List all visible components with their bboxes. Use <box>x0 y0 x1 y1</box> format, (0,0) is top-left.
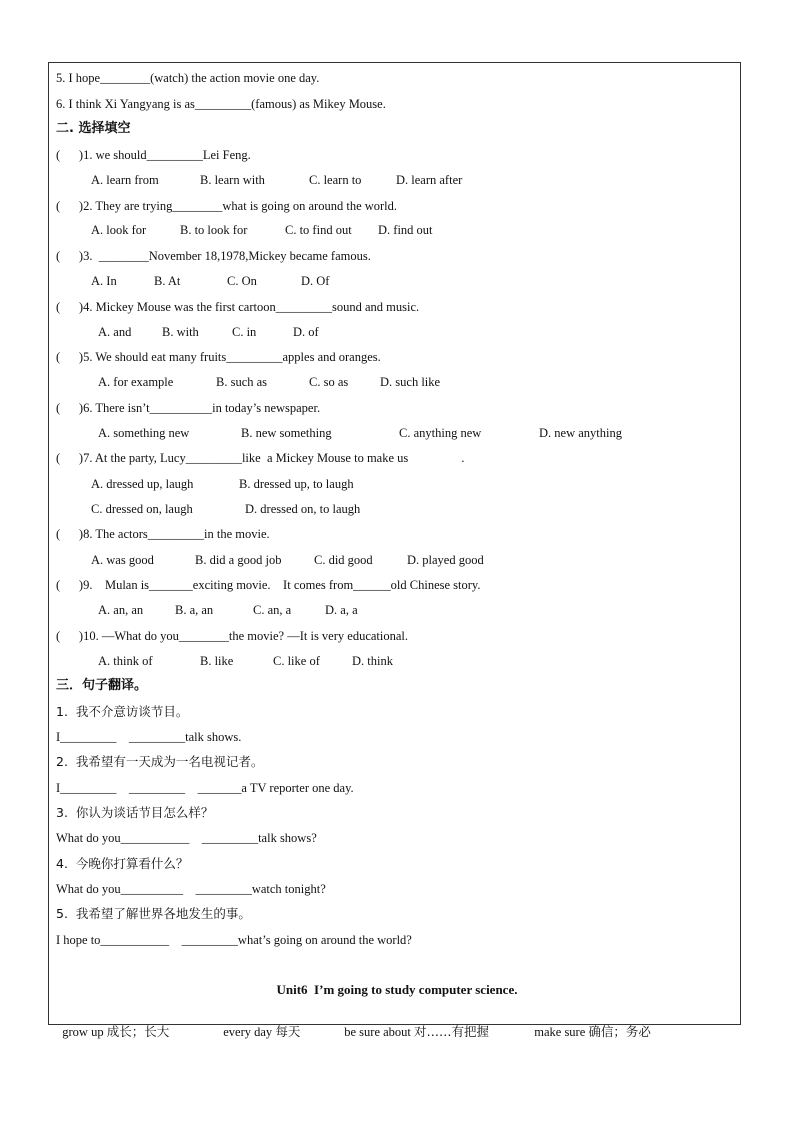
vocab-meaning: 确信；务必 <box>588 1024 651 1039</box>
fill-in-5: 5. I hope________(watch) the action movie one day. <box>56 71 320 85</box>
translation-3-chinese: 3. 你认为谈话节目怎么样？ <box>56 805 214 820</box>
question-8: ( )8. The actors_________in the movie. <box>56 527 270 541</box>
translation-3-english: What do you___________ _________talk shows? <box>56 831 317 845</box>
section-2-title: 二. 选择填空 <box>56 121 131 136</box>
vocab-item-2 <box>217 1008 300 1040</box>
translation-1-chinese: 1. 我不介意访谈节目。 <box>56 704 189 719</box>
question-9: ( )9. Mulan is_______exciting movie. It comes from______old Chinese story. <box>56 578 481 592</box>
vocab-meaning: 对……有把握 <box>414 1024 490 1039</box>
q3-option-b: B. At <box>154 274 181 288</box>
vocab-item-3 <box>338 1008 489 1040</box>
q2-option-c: C. to find out <box>285 223 352 237</box>
q5-option-d: D. such like <box>380 375 441 389</box>
q1-option-b: B. learn with <box>200 173 265 187</box>
q10-option-a: A. think of <box>98 654 153 668</box>
translation-2-chinese: 2. 我希望有一天成为一名电视记者。 <box>56 754 264 769</box>
q1-option-d: D. learn after <box>396 173 463 187</box>
q1-option-a: A. learn from <box>91 173 159 187</box>
q1-option-c: C. learn to <box>309 173 362 187</box>
q7-option-b: B. dressed up, to laugh <box>239 477 354 491</box>
q9-option-c: C. an, a <box>253 603 292 617</box>
q2-option-d: D. find out <box>378 223 433 237</box>
vocab-meaning: 成长；长大 <box>106 1024 170 1039</box>
question-7: ( )7. At the party, Lucy_________like a Mickey Mouse to make us . <box>56 451 465 465</box>
q4-option-a: A. and <box>98 325 132 339</box>
question-3: ( )3. ________November 18,1978,Mickey became famous. <box>56 249 371 263</box>
q10-option-b: B. like <box>200 654 234 668</box>
q4-option-d: D. of <box>293 325 319 339</box>
translation-4-chinese: 4. 今晚你打算看什么？ <box>56 856 189 871</box>
q8-option-b: B. did a good job <box>195 553 282 567</box>
q8-option-d: D. played good <box>407 553 484 567</box>
question-6: ( )6. There isn’t__________in today’s newspaper. <box>56 401 321 415</box>
q9-option-d: D. a, a <box>325 603 358 617</box>
q6-option-b: B. new something <box>241 426 332 440</box>
vocab-phrase: every day <box>223 1025 273 1039</box>
q6-option-d: D. new anything <box>539 426 622 440</box>
q8-option-a: A. was good <box>91 553 154 567</box>
q3-option-a: A. In <box>91 274 117 288</box>
q4-option-c: C. in <box>232 325 257 339</box>
vocab-item-1 <box>56 1008 169 1040</box>
vocab-meaning: 每天 <box>275 1024 301 1039</box>
question-10: ( )10. —What do you________the movie? —It is very educational. <box>56 629 409 643</box>
q10-option-d: D. think <box>352 654 393 668</box>
unit-title: Unit6 I’m going to study computer science. <box>276 982 518 997</box>
question-2: ( )2. They are trying________what is going on around the world. <box>56 199 398 213</box>
q8-option-c: C. did good <box>314 553 373 567</box>
vocab-phrase: be sure about <box>344 1025 411 1039</box>
q5-option-c: C. so as <box>309 375 349 389</box>
section-3-title: 三．句子翻译。 <box>56 678 148 693</box>
question-5: ( )5. We should eat many fruits_________apples and oranges. <box>56 350 381 364</box>
vocab-item-4 <box>528 1008 651 1040</box>
q7-option-c: C. dressed on, laugh <box>91 502 193 516</box>
q6-option-a: A. something new <box>98 426 190 440</box>
q2-option-b: B. to look for <box>180 223 248 237</box>
question-4: ( )4. Mickey Mouse was the first cartoon_________sound and music. <box>56 300 420 314</box>
translation-5-english: I hope to___________ _________what’s going on around the world? <box>56 933 412 947</box>
vocab-phrase: grow up <box>62 1025 104 1039</box>
translation-5-chinese: 5. 我希望了解世界各地发生的事。 <box>56 906 251 921</box>
translation-1-english: I_________ _________talk shows. <box>56 730 242 744</box>
q6-option-c: C. anything new <box>399 426 482 440</box>
translation-4-english: What do you__________ _________watch tonight? <box>56 882 326 896</box>
vocab-phrase: make sure <box>534 1025 586 1039</box>
translation-2-english: I_________ _________ _______a TV reporter one day. <box>56 781 354 795</box>
q3-option-c: C. On <box>227 274 257 288</box>
q9-option-a: A. an, an <box>98 603 144 617</box>
q10-option-c: C. like of <box>273 654 320 668</box>
q7-option-a: A. dressed up, laugh <box>91 477 194 491</box>
q3-option-d: D. Of <box>301 274 330 288</box>
question-1: ( )1. we should_________Lei Feng. <box>56 148 251 162</box>
q4-option-b: B. with <box>162 325 199 339</box>
q5-option-b: B. such as <box>216 375 268 389</box>
q2-option-a: A. look for <box>91 223 147 237</box>
q9-option-b: B. a, an <box>175 603 214 617</box>
fill-in-6: 6. I think Xi Yangyang is as_________(famous) as Mikey Mouse. <box>56 97 386 111</box>
q5-option-a: A. for example <box>98 375 174 389</box>
q7-option-d: D. dressed on, to laugh <box>245 502 361 516</box>
